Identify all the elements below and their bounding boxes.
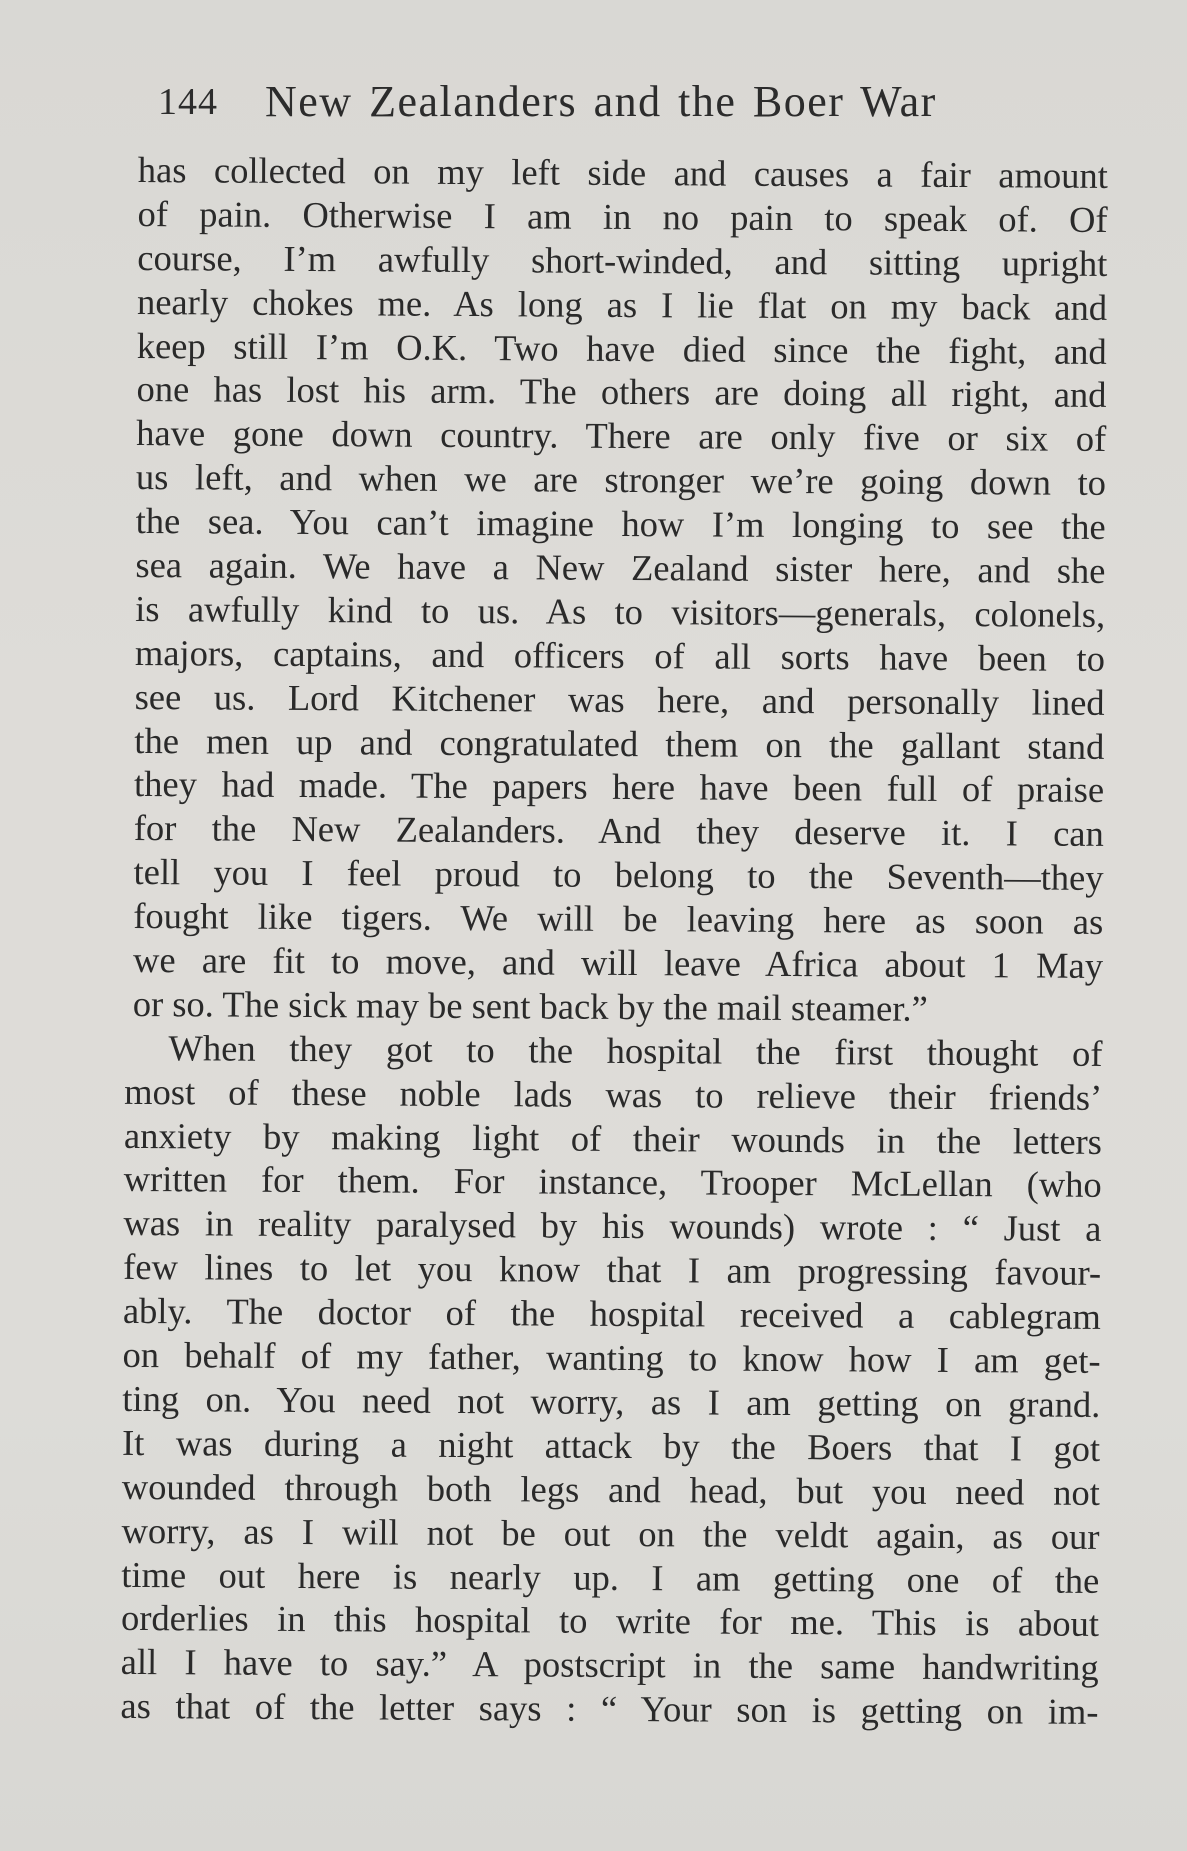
text-line: fought like tigers. We will be leaving here as soon as [133,895,1104,943]
text-line: the men up and congratulated them on the gallant stand [134,719,1105,767]
text-line: or so. The sick may be sent back by the mail steamer.” [132,982,928,1029]
body-text [120,148,1108,1734]
text-line: on behalf of my father, wanting to know how I am get- [122,1333,1101,1381]
text-line: ting on. You need not worry, as I am getting on grand. [122,1377,1101,1425]
text-line: written for them. For instance, Trooper McLellan (who [123,1158,1102,1206]
text-line: orderlies in this hospital to write for me. This is about [120,1597,1100,1645]
text-line: time out here is nearly up. I am getting one of the [121,1553,1100,1601]
page-header [158,72,1058,132]
text-line: see us. Lord Kitchener was here, and personally lined [134,675,1105,723]
text-line: keep still I’m O.K. Two have died since the fight, and [136,324,1107,372]
page-number: 144 [158,81,218,123]
text-line: is awfully kind to us. As to visitors—generals, colonels, [135,587,1106,635]
text-line: the sea. You can’t imagine how I’m longing to see the [135,500,1106,548]
text-line: us left, and when we are stronger we’re going down to [135,456,1107,504]
text-line: for the New Zealanders. And they deserve it. I can [133,807,1104,855]
paragraph-start-line: When they got to the hospital the first thought of [168,1027,1103,1074]
text-line: was in reality paralysed by his wounds) wrote : “ Just a [123,1202,1102,1250]
text-line: we are fit to move, and will leave Africa about 1 May [132,939,1104,986]
text-line: most of these noble lads was to relieve their friends’ [124,1070,1103,1118]
text-line: wounded through both legs and head, but you need not [121,1465,1100,1513]
text-line: they had made. The papers here have been full of praise [133,763,1105,811]
text-line: majors, captains, and officers of all sorts have been to [134,631,1106,679]
running-title: New Zealanders and the Boer War [265,77,937,126]
text-line: has collected on my left side and causes a fair amount [137,148,1108,196]
text-line: worry, as I will not be out on the veldt again, as our [121,1509,1100,1557]
text-line: anxiety by making light of their wounds in the letters [123,1114,1103,1162]
text-line: course, I’m awfully short-winded, and sitting upright [137,236,1108,284]
text-line: few lines to let you know that I am progressing favour- [123,1246,1102,1294]
text-line: sea again. We have a New Zealand sister here, and she [135,544,1106,591]
text-line: have gone down country. There are only five or six of [136,412,1107,460]
text-line: It was during a night attack by the Boers that I got [121,1421,1101,1469]
text-line: ably. The doctor of the hospital received a cablegram [122,1290,1102,1338]
text-line: tell you I feel proud to belong to the Seventh—they [133,851,1104,899]
text-line: all I have to say.” A postscript in the same handwriting [120,1641,1099,1689]
text-line: of pain. Otherwise I am in no pain to speak of. Of [137,192,1108,240]
text-line: one has lost his arm. The others are doing all right, and [136,368,1107,416]
text-line: as that of the letter says : “ Your son is getting on im- [120,1685,1099,1733]
text-line: nearly chokes me. As long as I lie flat on my back and [136,280,1108,328]
